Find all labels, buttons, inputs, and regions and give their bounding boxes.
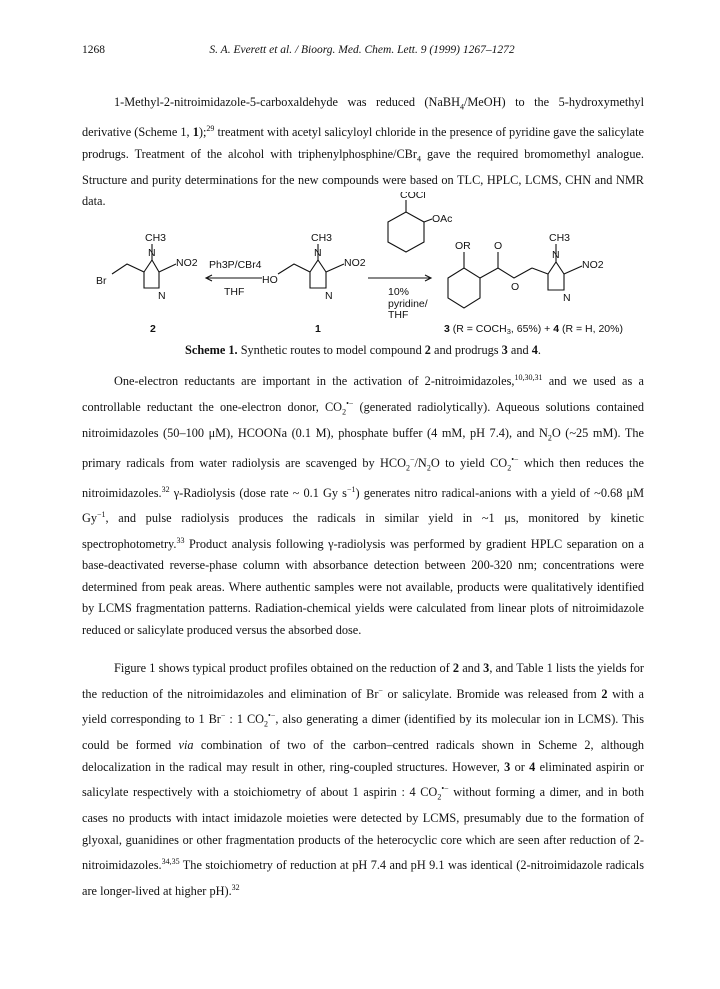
label-carbonyl-o: O [494,240,503,252]
ester-linker [480,268,532,278]
label-cocl: COCl [400,192,426,201]
compound-2-number: 2 [150,323,156,335]
label-ester-o: O [511,281,520,293]
product-imidazole-ring [532,262,564,290]
paragraph-product-profiles: Figure 1 shows typical product profiles obtained on the reduction of 2 and 3, and Table 1 lists the yields for the reduction of the nitroimidazoles and elimination of Br− or salicylate. Bromide was released from 2 with a yield corresponding to 1 Br− : 1 $CO_2^{•-}$, also generating a dimer (identified by its molecular ion in LCMS). This could be formed via combination of two of the carbon–centred radicals shown in Scheme 2, although delocalization in the radical may result in other, ring-coupled structures. However, 3 or 4 eliminated aspirin or salicylate respectively with a stoichiometry of about 1 aspirin : 4 $CO_2^{•-}$ without forming a dimer, and in both cases no products with intact imidazole moieties were detected by LCMS, presumably due to the formation of glyoxal, guanidines or other fragmentation products of the heterocyclic core which are seen after reduction of 2-nitroimidazoles.$^{34,35}$ The stoichiometry of reduction at pH 7.4 and pH 9.1 was identical (2-nitroimidazole radicals are longer-lived at higher pH).$^{32}$ [82,661,645,898]
label-oac: OAc [432,213,453,225]
page-header [82,44,642,60]
reagent-ph3p-cbr4: Ph3P/CBr4 [209,259,262,271]
label-no2-1: NO2 [344,257,366,269]
reagent-pyridine: pyridine/ [388,298,428,310]
compound-2-ring [112,260,159,288]
product-benzene [448,268,480,308]
label-n3-product: N [563,292,571,304]
label-n3-1: N [325,290,333,302]
compound-1-nitro-bond [326,264,344,272]
label-n1-2: N [148,247,156,259]
compound-2-nitro-bond [159,264,176,272]
running-title: S. A. Everett et al. / Bioorg. Med. Chem. Lett. 9 (1999) 1267–1272 [209,44,515,56]
page-number: 1268 [82,44,105,56]
reaction-scheme-svg [82,192,644,337]
scheme-1-figure [82,192,644,337]
product-label: 3 (R = COCH3, 65%) + 4 (R = H, 20%) [444,323,623,336]
label-n1-1: N [314,247,322,259]
label-ch3-product: CH3 [549,232,571,244]
label-br: Br [96,275,107,287]
label-ho: HO [262,274,278,286]
acid-chloride-benzene [388,212,424,252]
paragraph-synthesis: 1-Methyl-2-nitroimidazole-5-carboxaldehyde was reduced (NaBH$_4$/MeOH) to the 5-hydroxymethyl derivative (Scheme 1, 1);$^{29}$ treatment with acetyl salicyloyl chloride in the presence of pyridine gave the salicylate prodrugs. Treatment of the alcohol with triphenylphosphine/CBr$_4$ gave the required bromomethyl analogue. Structure and purity determinations for the new compounds were based on TLC, HPLC, LCMS, CHN and NMR data. [82,95,645,208]
label-n1-product: N [552,249,560,261]
reagent-10pct: 10% [388,286,410,298]
reagent-thf-right: THF [388,309,409,321]
label-no2-2: NO2 [176,257,198,269]
scheme-caption: Scheme 1. Synthetic routes to model compound 2 and prodrugs 3 and 4. [185,343,541,357]
label-or: OR [455,240,471,252]
oac-bond [424,219,432,222]
label-ch3-1: CH3 [311,232,333,244]
compound-1-ring [278,260,326,288]
compound-1-number: 1 [315,323,321,335]
label-no2-product: NO2 [582,259,604,271]
label-n3-2: N [158,290,166,302]
product-nitro-bond [564,266,582,274]
reagent-thf-left: THF [224,286,245,298]
label-ch3-2: CH3 [145,232,167,244]
paragraph-radiolysis: One-electron reductants are important in the activation of 2-nitroimidazoles,$^{10,30,31}$ and we used as a controllable reductant the one-electron donor, $CO_2^{•-}$ (generated radiolytically). Aqueous solutions contained nitroimidazoles (50–100 μM), HCOONa (0.1 M), phosphate buffer (4 mM, pH 7.4), and $N_2O$ (~25 mM). The primary radicals from water radiolysis are scavenged by $HCO_2^-/N_2O$ to yield $CO_2^{•-}$ which then reduces the nitroimidazoles.$^{32}$ γ-Radiolysis (dose rate ~ 0.1 Gy $s^{-1}$) generates nitro radical-anions with a yield of ~0.68 μM $Gy^{-1}$, and pulse radiolysis produces the radicals in similar yield in ~1 μs, monitored by kinetic spectrophotometry.$^{33}$ Product analysis following γ-radiolysis was performed by gradient HPLC separation on a base-deactivated reverse-phase column with absorbance detection between 200-320 nm; concentrations were determined from peak areas. Where authentic samples were not available, products were qualitatively identified by LCMS fragmentation patterns. Radiation-chemical yields were calculated from linear plots of nitroimidazole reduced or salicylate produced versus the absorbed dose. [82,373,645,637]
